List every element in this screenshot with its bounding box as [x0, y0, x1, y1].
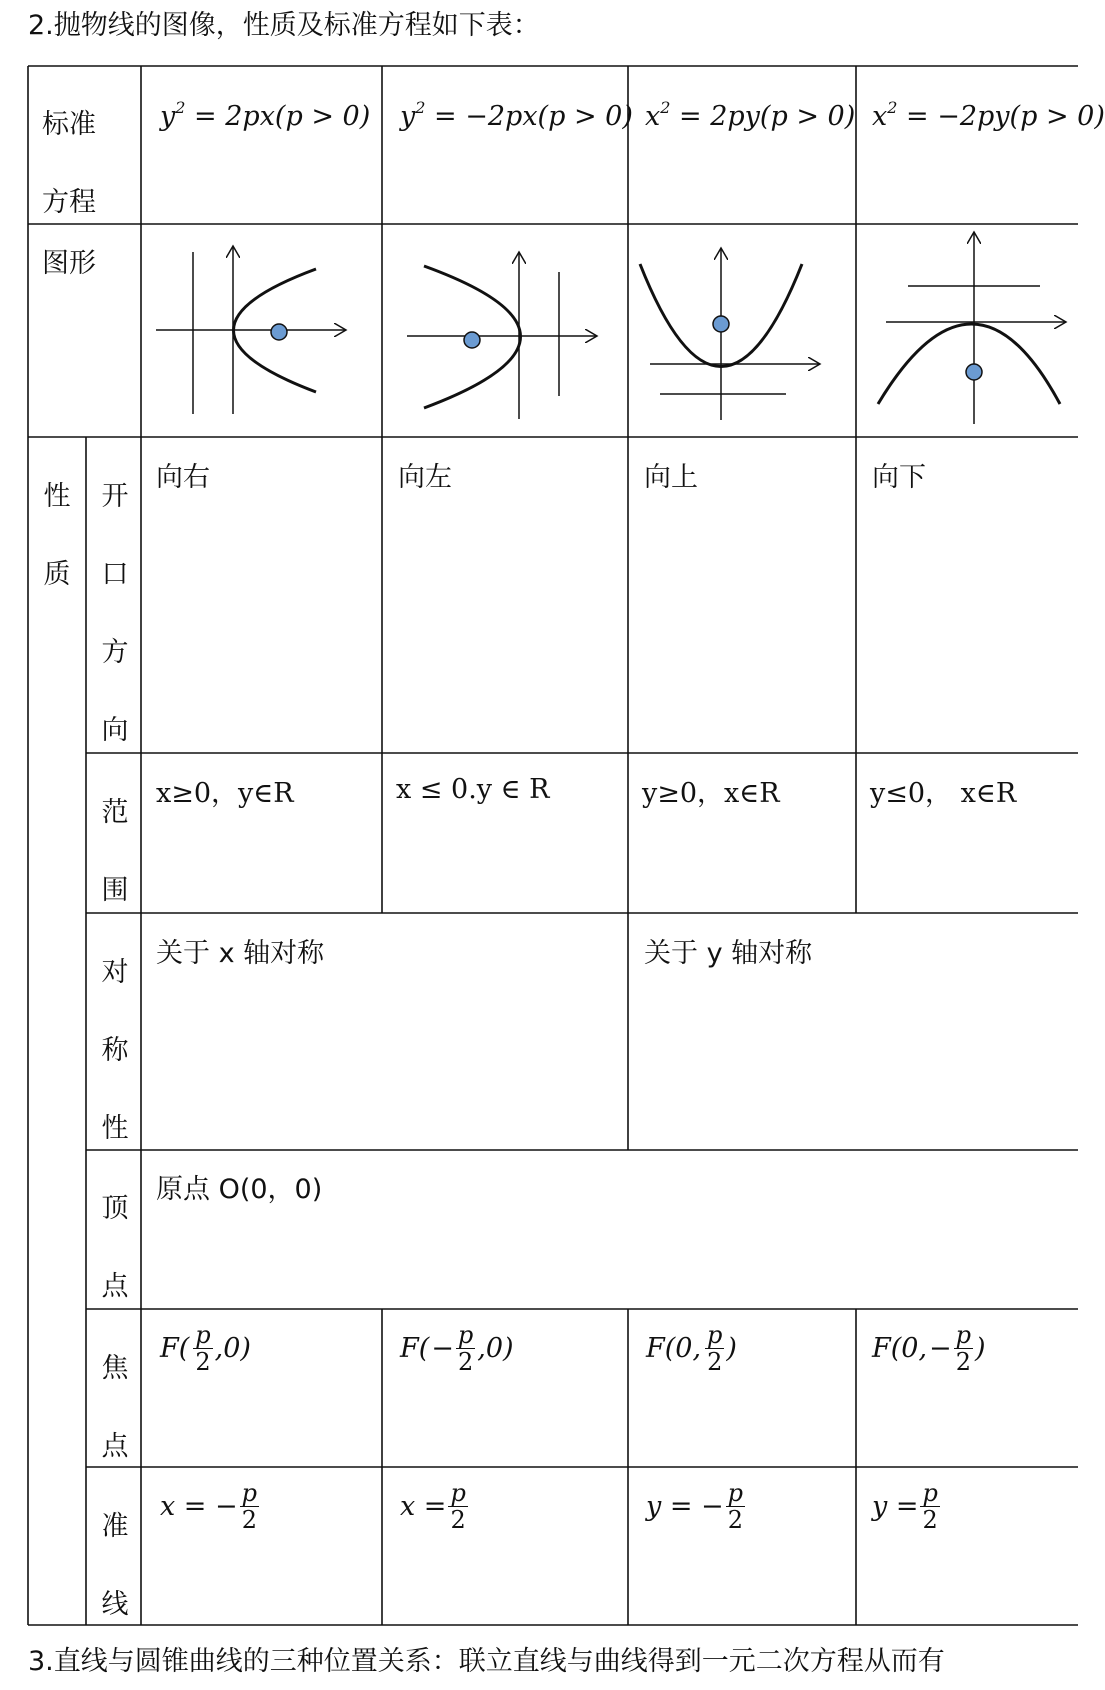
label-directrix: 准线: [101, 1511, 129, 1620]
opening-right: 向右: [156, 462, 210, 493]
focus-right: F( $\frac{p}{2}$ ,0): [160, 1321, 251, 1376]
opening-up: 向上: [644, 462, 698, 493]
opening-down: 向下: [872, 462, 926, 493]
equation-up: $x^2 = 2py(p > 0)$: [645, 98, 856, 132]
symmetry-x-axis: 关于 x 轴对称: [156, 938, 325, 969]
heading: 2.抛物线的图像，性质及标准方程如下表：: [28, 10, 540, 41]
directrix-down: y = $\frac{p}{2}$: [872, 1479, 938, 1534]
label-opening-direction: 开口方向: [101, 481, 129, 746]
directrix-left: x = $\frac{p}{2}$: [400, 1479, 466, 1534]
label-vertex: 顶点: [101, 1193, 129, 1302]
directrix-right: x = − $\frac{p}{2}$: [160, 1479, 258, 1534]
focus-down: F(0, − $\frac{p}{2}$ ): [872, 1321, 986, 1376]
graph-opening-down: [856, 224, 1078, 437]
range-right: x≥0，y∈R: [156, 778, 294, 809]
equation-left: $y^2 = -2px(p > 0)$: [400, 98, 633, 132]
symmetry-y-axis: 关于 y 轴对称: [644, 938, 813, 969]
vertex-value: 原点 O(0，0): [156, 1174, 323, 1205]
label-standard-equation: 标准方程: [42, 109, 96, 218]
opening-left: 向左: [398, 462, 452, 493]
focus-up: F(0, $\frac{p}{2}$ ): [646, 1321, 737, 1376]
graph-opening-left: [382, 224, 628, 437]
parabola-curve: [878, 324, 1060, 404]
range-down: y≤0， x∈R: [870, 778, 1017, 809]
focus-left: F( − $\frac{p}{2}$ ,0): [400, 1321, 514, 1376]
label-graph: 图形: [42, 248, 96, 279]
equation-down: $x^2 = -2py(p > 0)$: [872, 98, 1105, 132]
directrix-up: y = − $\frac{p}{2}$: [646, 1479, 744, 1534]
graph-opening-up: [628, 224, 856, 437]
equation-right: $y^2 = 2px(p > 0)$: [160, 98, 371, 132]
graph-opening-right: [141, 224, 382, 437]
label-range: 范围: [101, 797, 129, 906]
focus-point: [713, 316, 729, 332]
label-properties: 性质: [43, 481, 71, 590]
focus-point: [966, 364, 982, 380]
focus-point: [464, 332, 480, 348]
label-symmetry: 对称性: [101, 957, 129, 1144]
focus-point: [271, 324, 287, 340]
range-up: y≥0，x∈R: [642, 778, 780, 809]
footer-text: 3.直线与圆锥曲线的三种位置关系：联立直线与曲线得到一元二次方程从而有: [28, 1646, 945, 1677]
range-left: x ≤ 0.y ∈ R: [396, 774, 550, 805]
label-focus: 焦点: [101, 1353, 129, 1462]
